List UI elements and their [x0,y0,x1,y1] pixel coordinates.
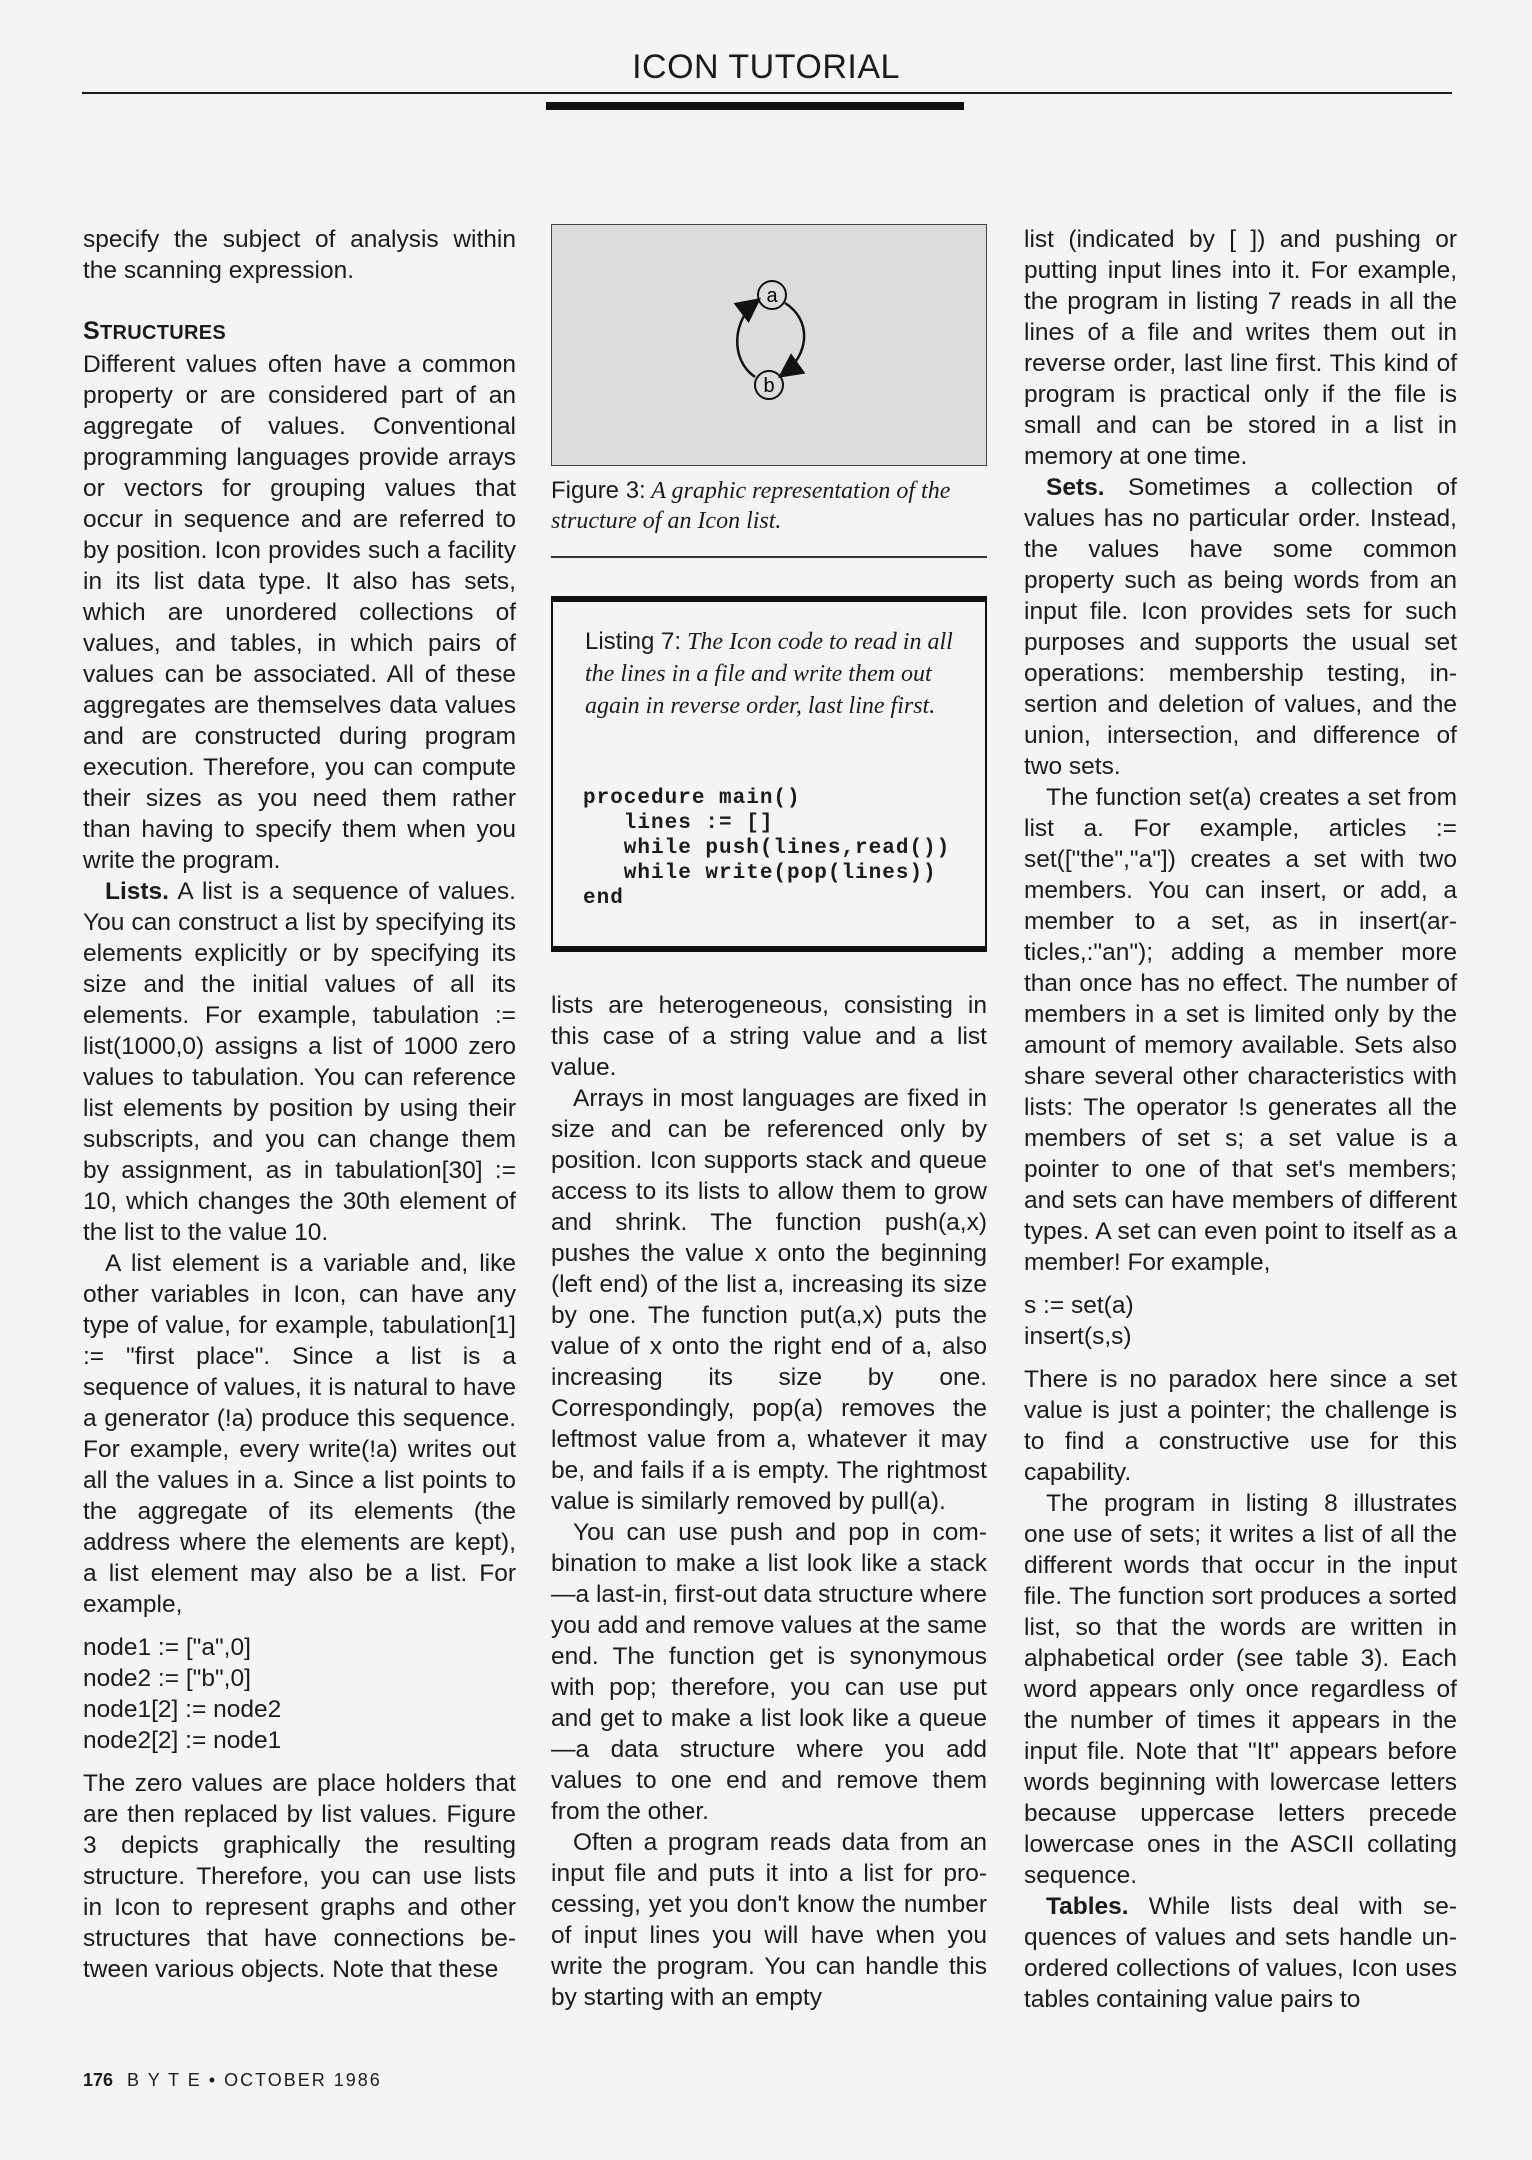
runin-head-sets: Sets. [1046,474,1105,501]
paragraph: The program in listing 8 illustrates one use of sets; it writes a list of all the different words that occur in the input file. The function sort produces a sorted list, so that the words are written in alphabetical order (see table 3). Each word appears only once regardless of the number of times it appears in the input file. Note that "It" appears before words beginning with lowercase letters because uppercase letters precede lowercase ones in the ASCII collating sequence. [1024,1490,1457,1889]
listing-7-box [551,596,987,952]
edge-b-to-a [737,301,757,377]
paragraph: Different values often have a common property or are considered part of an aggregate of values. Conventional programming languages provide arrays or vectors for grouping values that occur in sequence and are referred to by position. Icon provides such a facility in its list data type. It also has sets, which are unordered collections of values, and tables, in which pairs of values can be associated. All of these aggregates are themselves data values and are constructed during program execution. Therefore, you can compute their sizes as you need them rather than having to specify them when you write the program. [83,351,516,874]
paragraph: You can use push and pop in combination to make a list look like a stack—a last-in, first-out data structure where you add and remove values at the same end. The function get is synonymous with pop; therefore, you can use put and get to make a list look like a queue—a data structure where you add values to one end and remove them from the other. [551,1519,987,1825]
paragraph: The function set(a) creates a set from list a. For example, articles := set(["the","a"]) creates a set with two members. You can insert, or add, a member to a set, as in insert(articles,:"an"); adding a member more than once has no effect. The number of members in a set is limited only by the amount of memory available. Sets also share several other characteristics with lists: The operator !s generates all the members of set s; a set value is a pointer to one of that set's members; and sets can have members of different types. A set can even point to itself as a member! For example, [1024,784,1457,1276]
section-heading-structures: STRUCTURES [83,317,227,345]
paragraph: lists are heterogeneous, consisting in this case of a string value and a list value. [551,992,987,1081]
listing-7-caption: Listing 7: The Icon code to read in all the lines in a file and write them out again in reverse order, last line first. [585,628,953,719]
publication-info: B Y T E • OCTOBER 1986 [127,2070,382,2090]
figure-3-caption: Figure 3: A graphic representation of the structure of an Icon list. [551,477,951,534]
header-rule [82,92,1452,94]
paragraph-sets: Sets. Sometimes a collection of values has no particular order. Instead, the values have some common property such as being words from an input file. Icon provides sets for such purposes and supports the usual set operations: membership testing, insertion and deletion of values, and the union, intersection, and difference of two sets. [1024,474,1457,780]
runin-head-lists: Lists. [105,878,169,905]
code-line: node1[2] := node2 [83,1696,282,1723]
code-line: node1 := ["a",0] [83,1634,251,1661]
code-example-sets [1024,1290,1457,1352]
header-accent-bar [546,102,964,110]
figure-divider [551,556,987,558]
list-structure-diagram [552,225,986,465]
code-line: s := set(a) [1024,1292,1134,1319]
code-line: node2 := ["b",0] [83,1665,251,1692]
paragraph-tables: Tables. While lists deal with sequences of values and sets handle unordered collections of values, Icon uses tables containing value pairs to [1024,1893,1457,2013]
code-line: node2[2] := node1 [83,1727,282,1754]
paragraph: list (indicated by [ ]) and pushing or putting input lines into it. For example, the program in listing 7 reads in all the lines of a file and writes them out in reverse order, last line first. This kind of program is practical only if the file is small and can be stored in a list in memory at one time. [1024,226,1457,470]
text-column-2 [551,990,987,2013]
paragraph: There is no paradox here since a set value is just a pointer; the challenge is to find a constructive use for this capability. [1024,1366,1457,1486]
running-header-title: ICON TUTORIAL [632,48,900,86]
edge-a-to-b [782,303,804,375]
runin-head-tables: Tables. [1046,1893,1129,1920]
paragraph-lists: Lists. A list is a sequence of values. You can construct a list by specifying its elements explicitly or by specifying its size and the initial values of all its elements. For example, tabulation := list(1000,0) assigns a list of 1000 zero values to tabulation. You can reference list elements by position by using their subscripts, and you can change them by assignment, as in tabulation[30] := 10, which changes the 30th element of the list to the value 10. [83,878,516,1246]
paragraph: Often a program reads data from an input file and puts it into a list for processing, yet you don't know the number of input lines you will have when you write the program. You can handle this by starting with an empty [551,1829,987,2011]
text-column-1 [83,224,516,1985]
code-line: insert(s,s) [1024,1323,1132,1350]
page-number: 176 [83,2070,114,2090]
page-footer [83,2070,382,2091]
paragraph: specify the subject of analysis within the scanning expression. [83,226,516,284]
node-a-label: a [766,285,778,307]
paragraph: A list element is a variable and, like other variables in Icon, can have any type of value, for example, tabulation[1] := "first place". Since a list is a sequence of values, it is natural to have a generator (!a) produce this sequence. For example, every write(!a) writes out all the values in a. Since a list points to the aggregate of its elements (the address where the elements are kept), a list element may also be a list. For example, [83,1250,516,1618]
listing-7-code: procedure main() lines := [] while push(lines,read()) while write(pop(lines)) end [583,787,951,910]
figure-3-diagram [551,224,987,466]
paragraph: The zero values are place holders that are then replaced by list values. Figure 3 depicts graphically the resulting structure. Therefore, you can use lists in Icon to represent graphs and other structures that have connections between various objects. Note that these [83,1770,516,1983]
code-example-nodes [83,1632,516,1756]
paragraph: Arrays in most languages are fixed in size and can be referenced only by position. Icon supports stack and queue access to its lists to allow them to grow and shrink. The function push(a,x) pushes the value x onto the beginning (left end) of the list a, increasing its size by one. The function put(a,x) puts the value of x onto the right end of a, also increasing its size by one. Correspondingly, pop(a) removes the leftmost value from a, whatever it may be, and fails if a is empty. The rightmost value is similarly removed by pull(a). [551,1085,987,1515]
text-column-3 [1024,224,1457,2015]
node-b-label: b [763,375,775,397]
